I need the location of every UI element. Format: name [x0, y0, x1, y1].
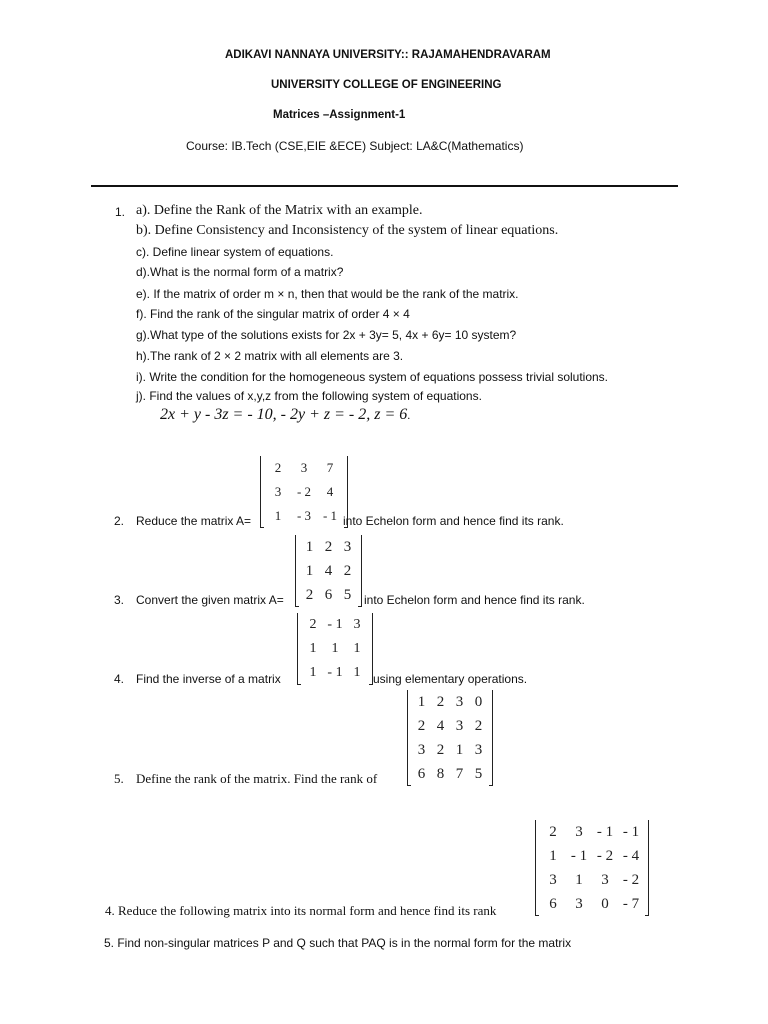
matrix-cell: 3 — [455, 718, 464, 734]
matrix-cell: 5 — [343, 587, 352, 603]
q3-suffix: into Echelon form and hence find its rank. — [364, 593, 585, 607]
q7-text: 5. Find non-singular matrices P and Q such that PAQ is in the normal form for the matrix — [104, 936, 572, 950]
matrix-cell: 7 — [455, 766, 464, 782]
matrix-cell: 6 — [417, 766, 426, 782]
q4-number: 4. — [114, 672, 125, 686]
matrix-cell: 1 — [309, 665, 317, 680]
matrix-cell: 2 — [343, 563, 352, 579]
matrix-cell: - 2 — [596, 848, 614, 864]
matrix-cell: 3 — [353, 617, 361, 632]
matrix-cell: 0 — [601, 896, 609, 912]
matrix-cell: 3 — [274, 484, 282, 499]
q2-number: 2. — [114, 514, 125, 528]
matrix-cell: - 3 — [296, 508, 312, 523]
header-divider — [91, 185, 678, 187]
matrix-cell: 2 — [309, 617, 317, 632]
matrix-cell: 1 — [575, 872, 583, 888]
q4-suffix: using elementary operations. — [373, 672, 528, 686]
matrix-cell: - 2 — [296, 484, 312, 499]
matrix-cell: - 1 — [596, 824, 614, 840]
q1-part-a: a). Define the Rank of the Matrix with an example. — [136, 203, 423, 218]
q6-matrix — [535, 820, 649, 916]
matrix-cell: 4 — [324, 563, 333, 579]
matrix-cell: - 2 — [622, 872, 640, 888]
q2-matrix — [260, 456, 348, 528]
matrix-cell: - 1 — [327, 617, 343, 632]
matrix-cell: 2 — [417, 718, 426, 734]
matrix-cell: 2 — [436, 694, 445, 710]
q3-prefix: Convert the given matrix A= — [136, 593, 284, 607]
q1-part-b: b). Define Consistency and Inconsistency of the system of linear equations. — [136, 223, 559, 238]
matrix-cell: 6 — [324, 587, 333, 603]
matrix-cell: 2 — [274, 460, 282, 475]
q1-part-h: h).The rank of 2 × 2 matrix with all elements are 3. — [136, 349, 404, 363]
matrix-cell: 1 — [353, 641, 361, 656]
matrix-cell: 3 — [474, 742, 483, 758]
matrix-cell: 4 — [326, 484, 334, 499]
matrix-cell: 1 — [305, 539, 314, 555]
matrix-cell: 3 — [575, 896, 583, 912]
matrix-cell: 2 — [474, 718, 483, 734]
matrix-cell: 5 — [474, 766, 483, 782]
matrix-cell: 3 — [343, 539, 352, 555]
q2-prefix: Reduce the matrix A= — [136, 514, 252, 528]
q1-part-d: d).What is the normal form of a matrix? — [136, 265, 344, 279]
q1-part-g: g).What type of the solutions exists for 2x + 3y= 5, 4x + 6y= 10 system? — [136, 328, 517, 342]
course-line: Course: IB.Tech (CSE,EIE &ECE) Subject: LA&C(Mathematics) — [186, 139, 524, 153]
q5-matrix — [407, 690, 493, 786]
assignment-title: Matrices –Assignment-1 — [273, 109, 406, 121]
matrix-cell: - 1 — [622, 824, 640, 840]
q1-number: 1. — [115, 205, 126, 219]
matrix-cell: 3 — [300, 460, 308, 475]
q1-part-j: j). Find the values of x,y,z from the following system of equations. — [136, 389, 482, 403]
matrix-cell: - 1 — [327, 665, 343, 680]
matrix-cell: 2 — [549, 824, 557, 840]
matrix-cell: 1 — [455, 742, 464, 758]
q3-number: 3. — [114, 593, 125, 607]
matrix-cell: - 4 — [622, 848, 640, 864]
matrix-cell: 1 — [309, 641, 317, 656]
q1-part-f: f). Find the rank of the singular matrix of order 4 × 4 — [136, 307, 410, 321]
matrix-cell: 4 — [436, 718, 445, 734]
matrix-cell: - 1 — [570, 848, 588, 864]
q4-matrix — [297, 613, 373, 685]
matrix-cell: 8 — [436, 766, 445, 782]
matrix-cell: 2 — [436, 742, 445, 758]
q3-matrix — [295, 535, 362, 607]
matrix-cell: 3 — [601, 872, 609, 888]
matrix-cell: 1 — [305, 563, 314, 579]
university-name: ADIKAVI NANNAYA UNIVERSITY:: RAJAMAHENDRAVARAM — [225, 49, 551, 61]
matrix-cell: 3 — [455, 694, 464, 710]
equation-end: . — [407, 408, 411, 422]
q2-suffix: into Echelon form and hence find its rank. — [343, 514, 564, 528]
q5-prefix: Define the rank of the matrix. Find the rank of — [136, 771, 378, 786]
matrix-cell: 6 — [549, 896, 557, 912]
matrix-cell: 3 — [549, 872, 557, 888]
matrix-cell: 3 — [575, 824, 583, 840]
matrix-cell: 1 — [549, 848, 557, 864]
matrix-cell: 2 — [305, 587, 314, 603]
matrix-cell: - 1 — [322, 508, 338, 523]
q1-part-i: i). Write the condition for the homogeneous system of equations possess trivial solutions. — [136, 370, 609, 384]
matrix-cell: 1 — [274, 508, 282, 523]
q4-prefix: Find the inverse of a matrix — [136, 672, 281, 686]
matrix-cell: 2 — [324, 539, 333, 555]
q1-part-e: e). If the matrix of order m × n, then that would be the rank of the matrix. — [136, 287, 519, 301]
matrix-cell: 1 — [417, 694, 426, 710]
matrix-cell: - 7 — [622, 896, 640, 912]
q1-equation: 2x + y - 3z = - 10, - 2y + z = - 2, z = 6. — [160, 406, 411, 423]
matrix-cell: 0 — [474, 694, 483, 710]
q6-text: 4. Reduce the following matrix into its normal form and hence find its rank — [105, 903, 497, 918]
matrix-cell: 7 — [326, 460, 334, 475]
q1-part-c: c). Define linear system of equations. — [136, 245, 334, 259]
q5-number: 5. — [114, 771, 124, 786]
college-name: UNIVERSITY COLLEGE OF ENGINEERING — [271, 79, 502, 91]
matrix-cell: 1 — [331, 641, 339, 656]
matrix-cell: 3 — [417, 742, 426, 758]
matrix-cell: 1 — [353, 665, 361, 680]
